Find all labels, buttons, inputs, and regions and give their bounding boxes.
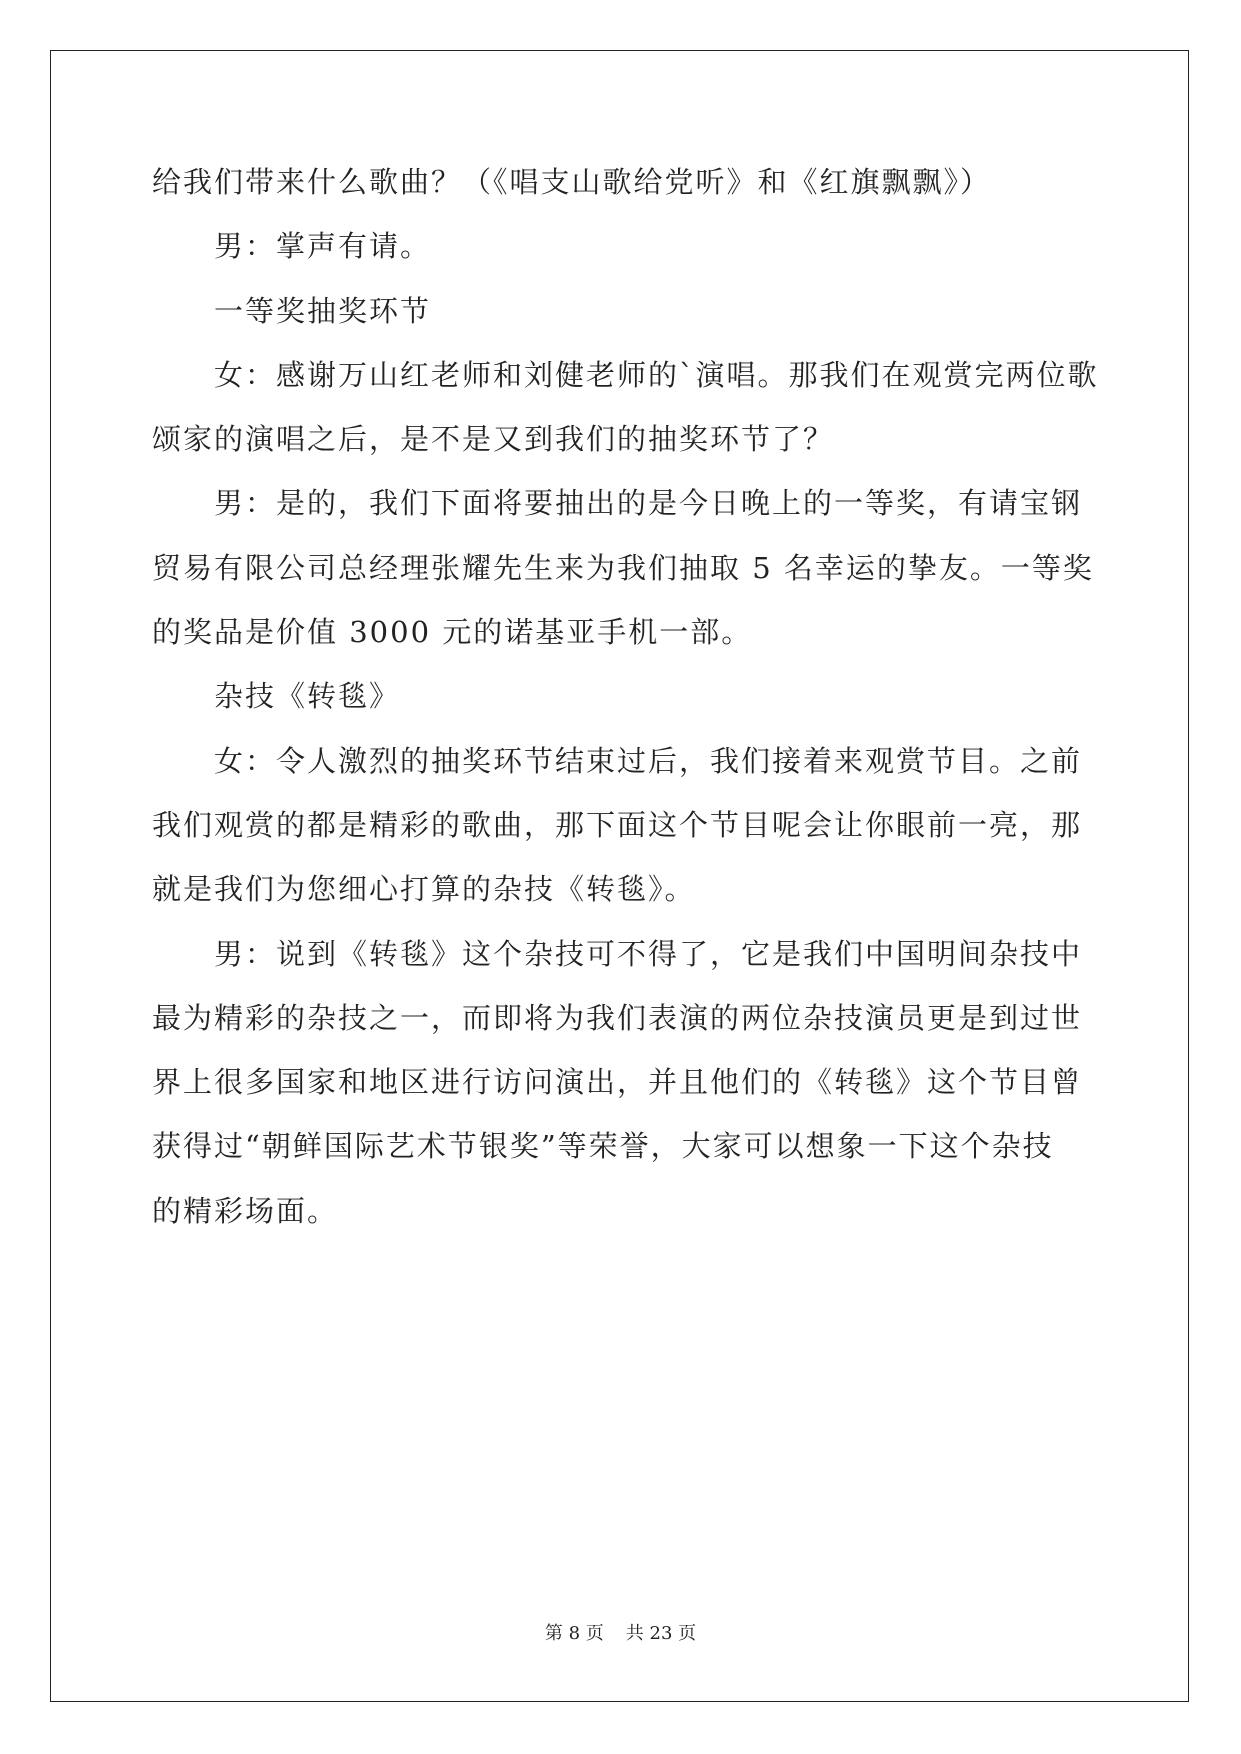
text-line: 就是我们为您细心打算的杂技《转毯》。 bbox=[152, 872, 696, 907]
text-line: 女：感谢万山红老师和刘健老师的`演唱。那我们在观赏完两位歌 bbox=[214, 357, 1099, 392]
text-line: 的奖品是价值 3000 元的诺基亚手机一部。 bbox=[152, 615, 753, 650]
text-line: 杂技《转毯》 bbox=[214, 679, 401, 714]
text-line: 的精彩场面。 bbox=[152, 1193, 339, 1228]
text-line: 获得过“朝鲜国际艺术节银奖”等荣誉，大家可以想象一下这个杂技 bbox=[152, 1129, 1054, 1164]
text-line: 颂家的演唱之后，是不是又到我们的抽奖环节了？ bbox=[152, 422, 835, 457]
text-line: 男：掌声有请。 bbox=[214, 229, 432, 264]
text-line: 界上很多国家和地区进行访问演出，并且他们的《转毯》这个节目曾 bbox=[152, 1065, 1083, 1100]
text-line: 给我们带来什么歌曲？（《唱支山歌给党听》和《红旗飘飘》） bbox=[152, 165, 992, 199]
text-line: 男：说到《转毯》这个杂技可不得了，它是我们中国明间杂技中 bbox=[214, 936, 1083, 971]
text-line: 女：令人激烈的抽奖环节结束过后，我们接着来观赏节目。之前 bbox=[214, 743, 1083, 778]
total-pages-label: 共 23 页 bbox=[625, 1623, 697, 1644]
document-body bbox=[152, 165, 1099, 1261]
text-line: 男：是的，我们下面将要抽出的是今日晚上的一等奖，有请宝钢 bbox=[214, 486, 1083, 521]
text-line: 一等奖抽奖环节 bbox=[214, 293, 432, 328]
text-line: 最为精彩的杂技之一，而即将为我们表演的两位杂技演员更是到过世 bbox=[152, 1000, 1083, 1035]
text-line: 我们观赏的都是精彩的歌曲，那下面这个节目呢会让你眼前一亮，那 bbox=[152, 807, 1083, 842]
current-page-label: 第 8 页 bbox=[544, 1623, 604, 1644]
text-line: 贸易有限公司总经理张耀先生来为我们抽取 5 名幸运的挚友。一等奖 bbox=[152, 550, 1094, 585]
page-footer bbox=[0, 1619, 1241, 1645]
